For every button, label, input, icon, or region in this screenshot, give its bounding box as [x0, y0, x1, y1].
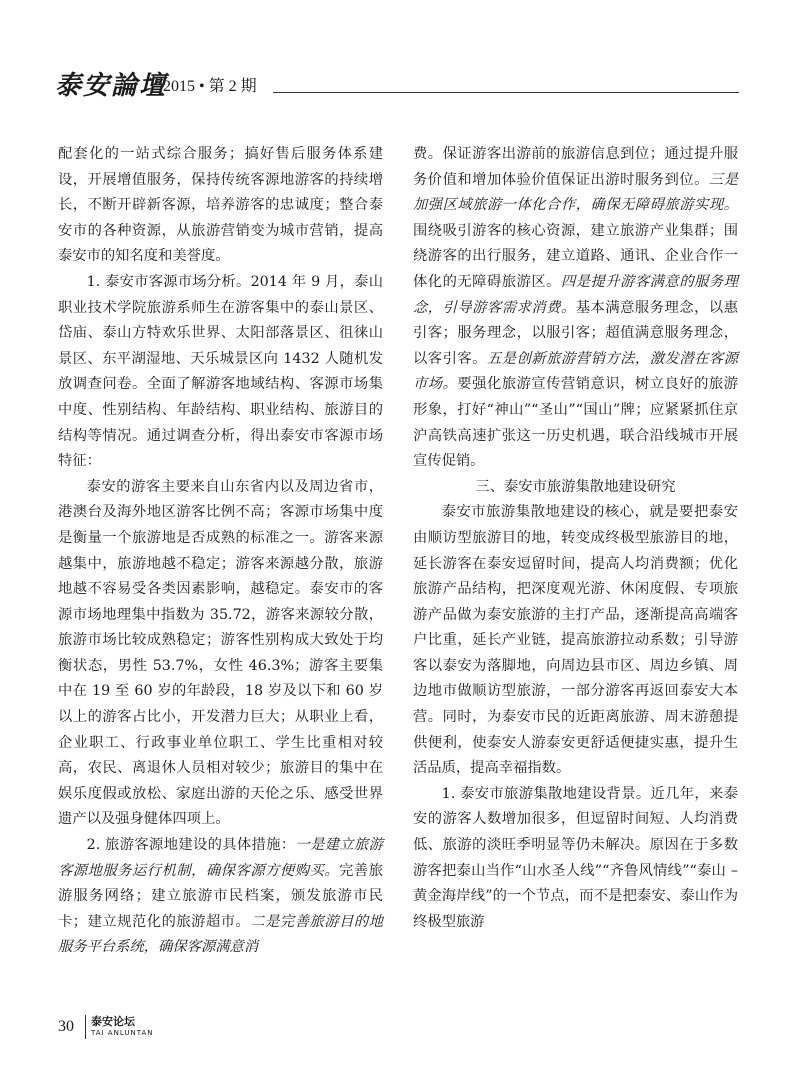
header-rule — [273, 92, 739, 93]
journal-name: 泰安论坛 — [91, 1015, 135, 1028]
paragraph: 泰安的游客主要来自山东省内以及周边省市，港澳台及海外地区游客比例不高；客源市场集中度是衡量一个旅游地是否成熟的标准之一。游客来源越集中，旅游地越不稳定；游客来源越分散，旅游地越不容易受各类因素影响，越稳定。泰安市的客源市场地理集中指数为 35.72，游客来源较分散，旅游市场比较成熟稳定；游客性别构成大致处于均衡状态，男性 53.7%，女性 46.3%；游客主要集中在 19 至 60 岁的年龄段，18 岁及以下和 60 岁以上的游客占比小，开发潜力巨大；从职业上看，企业职工、行政事业单位职工、学生比重相对较高，农民、离退休人员相对较少；旅游目的集中在娱乐度假或放松、家庭出游的天伦之乐、感受世界遗产以及强身健体四项上。 — [58, 478, 383, 828]
paragraph-text: 要强化旅游宣传营销意识，树立良好的旅游形象，打好“神山”“圣山”“国山”牌；应紧紧抓住京沪高铁高速扩张这一历史机遇，联合沿线城市开展宣传促销。 — [413, 376, 739, 470]
paragraph — [413, 142, 738, 475]
right-column — [413, 142, 738, 935]
journal-brand: 泰安論壇 — [55, 71, 168, 101]
paragraph-text: 基本满意服务理念，以惠引客；服务理念，以服引客；超值满意服务理念，以客引客。 — [413, 299, 738, 367]
emphasis-text: 五是创新旅游营销方法，激发潜在客源市场。 — [413, 350, 739, 393]
issue-label: 2015 • 第 2 期 — [163, 78, 257, 95]
journal-pinyin: TAI ANLUNTAN — [91, 1029, 154, 1037]
paragraph-text: 围绕吸引游客的核心资源，建立旅游产业集群；围绕游客的出行服务，建立道路、通讯、企业合作一体化的无障碍旅游区。 — [413, 222, 738, 290]
section-heading: 三、泰安市旅游集散地建设研究 — [475, 478, 676, 495]
footer-divider — [85, 1015, 86, 1039]
paragraph — [58, 833, 383, 961]
emphasis-text: 四是提升游客满意的服务理念，引导游客需求消费。 — [413, 273, 738, 316]
paragraph: 1. 泰安市客源市场分析。2014 年 9 月，泰山职业技术学院旅游系师生在游客集中的泰山景区、岱庙、泰山方特欢乐世界、太阳部落景区、徂徕山景区、东平湖湿地、天乐城景区向 1432 人随机发放调查问卷。全面了解游客地域结构、客源市场集中度、性别结构、年龄结构、职业结构、旅游目的结构等情况。通过调查分析，得出泰安市客源市场特征： — [58, 273, 383, 470]
paragraph-lead: 2. 旅游客源地建设的具体措施： — [86, 837, 296, 854]
paragraph-text: 完善旅游服务网络；建立旅游市民档案，颁发旅游市民卡；建立规范化的旅游超市。 — [58, 862, 384, 930]
page-header — [55, 73, 739, 99]
paragraph: 配套化的一站式综合服务；搞好售后服务体系建设，开展增值服务，保持传统客源地游客的持续增长，不断开辟新客源，培养游客的忠诚度；整合泰安市的各种资源，从旅游营销变为城市营销，提高泰安市的知名度和美誉度。 — [58, 146, 383, 265]
paragraph-text: 费。保证游客出游前的旅游信息到位；通过提升服务价值和增加体验价值保证出游时服务到位。 — [413, 146, 738, 188]
left-column — [58, 142, 383, 961]
paragraph: 1. 泰安市旅游集散地建设背景。近几年，来泰安的游客人数增加很多，但逗留时间短、人均消费低、旅游的淡旺季明显等仍未解决。原因在于多数游客把泰山当作“山水圣人线”“齐鲁风情线”“泰山 – 黄金海岸线”的一个节点，而不是把泰安、泰山作为终极型旅游 — [413, 785, 738, 930]
paragraph: 泰安市旅游集散地建设的核心，就是要把泰安由顺访型旅游目的地，转变成终极型旅游目的地，延长游客在泰安逗留时间，提高人均消费额；优化旅游产品结构，把深度观光游、休闲度假、专项旅游产品做为泰安旅游的主打产品，逐渐提高高端客户比重，延长产业链，提高旅游拉动系数；引导游客以泰安为落脚地，向周边县市区、周边乡镇、周边地市做顺访型旅游，一部分游客再返回泰安大本营。同时，为泰安市民的近距离旅游、周末游憩提供便利，使泰安人游泰安更舒适便捷实惠，提升生活品质，提高幸福指数。 — [413, 504, 738, 777]
emphasis-text: 二是完善旅游目的地服务平台系统，确保客源满意消 — [58, 913, 384, 956]
page-number: 30 — [58, 1018, 74, 1035]
emphasis-text: 三是加强区域旅游一体化合作，确保无障碍旅游实现。 — [413, 171, 738, 214]
emphasis-text: 一是建立旅游客源地服务运行机制，确保客源方便购买。 — [58, 837, 383, 879]
